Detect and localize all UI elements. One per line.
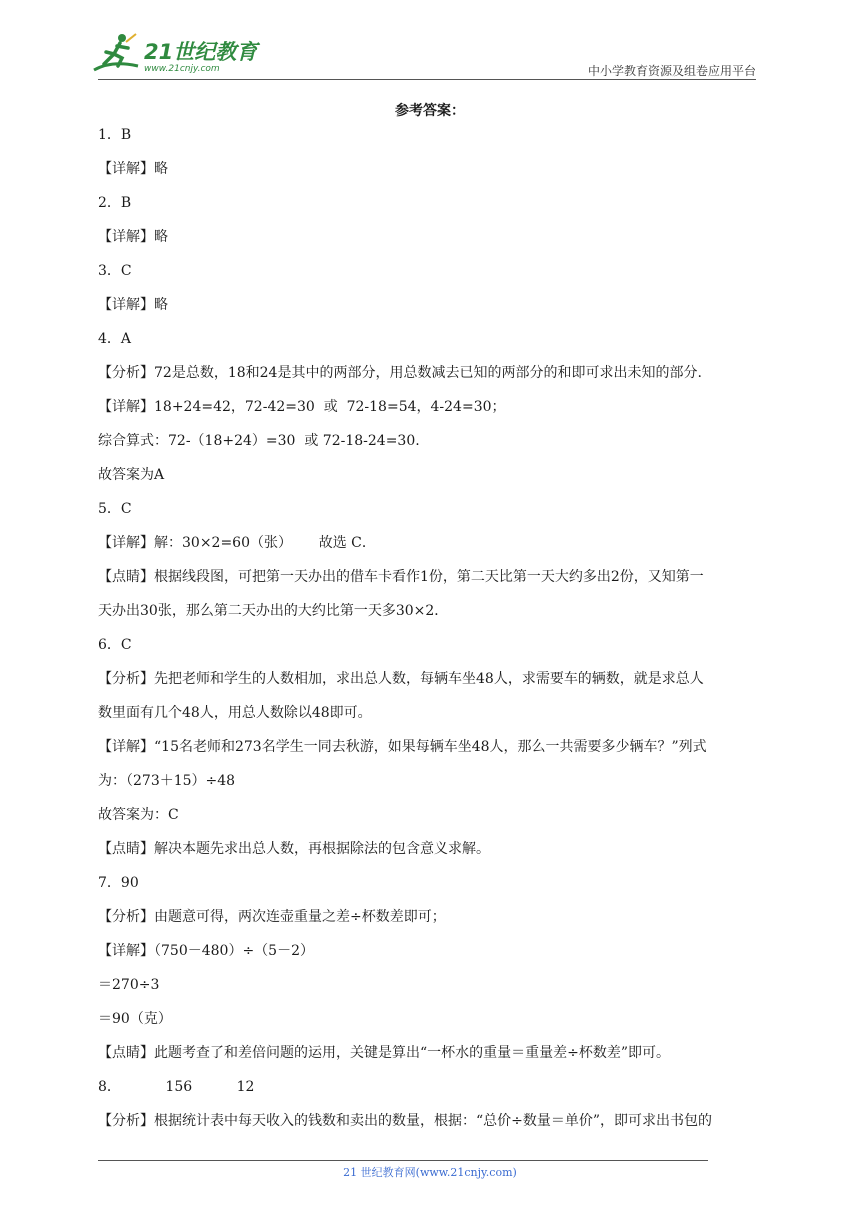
answer-line: 数里面有几个48人，用总人数除以48即可。: [98, 705, 372, 721]
answer-content: [98, 125, 770, 1131]
answer-line: 【详解】略: [98, 229, 168, 245]
answer-line: 8． 156 12: [98, 1079, 255, 1095]
answer-line: 2．B: [98, 195, 132, 211]
answer-line: 综合算式：72-（18+24）=30 或 72-18-24=30.: [98, 433, 420, 449]
header-divider: [98, 79, 756, 80]
answer-line: 6．C: [98, 637, 132, 653]
page-header: [0, 0, 860, 90]
answer-line: 【详解】略: [98, 297, 168, 313]
answer-line: 【分析】由题意可得，两次连壶重量之差÷杯数差即可；: [98, 909, 446, 925]
answer-line: 3．C: [98, 263, 132, 279]
logo-text: 21世纪教育: [144, 40, 258, 64]
answer-line: 【点睛】解决本题先求出总人数，再根据除法的包含意义求解。: [98, 841, 490, 857]
answer-line: 【分析】先把老师和学生的人数相加，求出总人数，每辆车坐48人，求需要车的辆数，就是求总人: [98, 671, 704, 687]
answer-line: 【点睛】此题考查了和差倍问题的运用，关键是算出“一杯水的重量＝重量差÷杯数差”即可。: [98, 1045, 671, 1061]
logo-url: www.21cnjy.com: [144, 64, 220, 74]
answer-line: 【详解】“15名老师和273名学生一同去秋游，如果每辆车坐48人，那么一共需要多少辆车？”列式: [98, 739, 707, 755]
answer-line: 天办出30张，那么第二天办出的大约比第一天多30×2．: [98, 603, 449, 619]
footer-link[interactable]: 21 世纪教育网(www.21cnjy.com): [343, 1166, 517, 1179]
answer-line: 为：（273＋15）÷48: [98, 773, 236, 789]
platform-name: 中小学教育资源及组卷应用平台: [587, 64, 756, 78]
answer-line: 【详解】解：30×2=60（张） 故选 C．: [98, 535, 376, 551]
answer-line: ＝270÷3: [98, 977, 160, 993]
answer-line: 【点睛】根据线段图，可把第一天办出的借车卡看作1份，第二天比第一天大约多出2份，又知第一: [98, 569, 704, 585]
answer-line: 7．90: [98, 875, 139, 891]
answer-line: 故答案为：C: [98, 807, 179, 823]
answer-line: 5．C: [98, 501, 132, 517]
answer-line: 【详解】18+24=42，72-42=30 或 72-18=54，4-24=30；: [98, 399, 506, 415]
answer-line: 【详解】略: [98, 161, 168, 177]
answer-line: 【分析】72是总数，18和24是其中的两部分，用总数减去已知的两部分的和即可求出未知的部分.: [98, 365, 702, 381]
runner-logo-icon: [92, 30, 142, 76]
answer-line: 【详解】（750－480）÷（5－2）: [98, 943, 314, 959]
logo: [92, 30, 262, 80]
answer-line: 【分析】根据统计表中每天收入的钱数和卖出的数量，根据：“总价÷数量＝单价”，即可求出书包的: [98, 1113, 713, 1129]
answer-line: 1．B: [98, 127, 132, 143]
footer-divider: [98, 1160, 708, 1161]
answer-line: ＝90（克）: [98, 1011, 172, 1027]
page-title: 参考答案：: [395, 103, 465, 119]
answer-line: 故答案为A: [98, 467, 165, 483]
answer-line: 4．A: [98, 331, 132, 347]
